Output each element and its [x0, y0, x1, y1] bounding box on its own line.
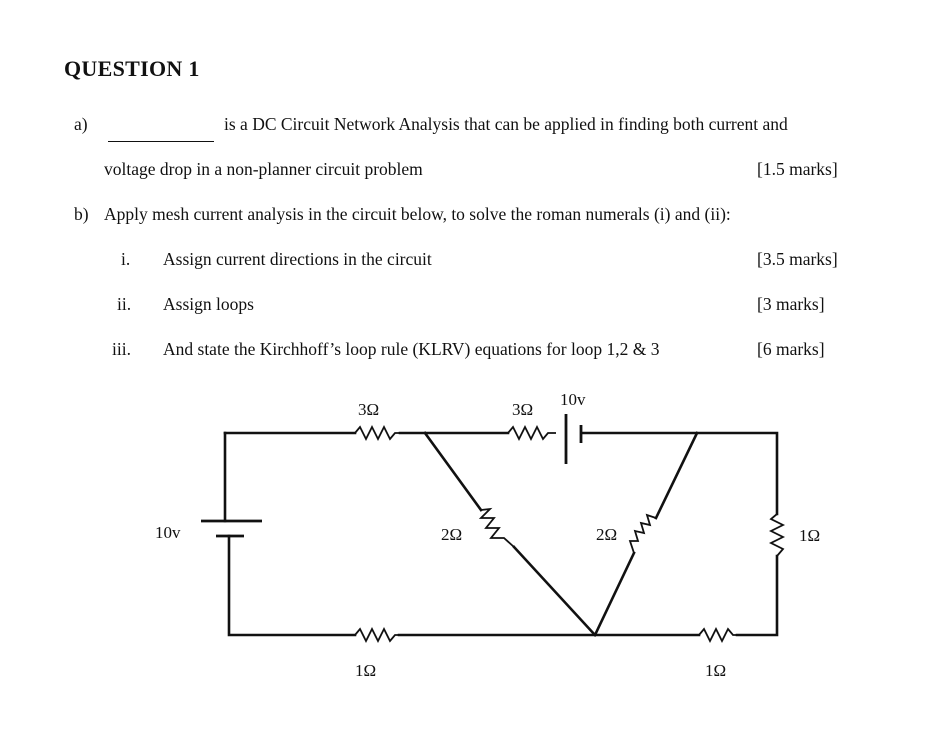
label-resistor-diagonal-right: 2Ω [596, 525, 618, 544]
label-resistor-top-mid: 3Ω [512, 400, 534, 419]
wire-left-lower [229, 536, 355, 635]
label-battery-top: 10v [560, 390, 586, 409]
wire-diagonal-right-upper [656, 433, 697, 518]
label-resistor-top-left: 3Ω [358, 400, 380, 419]
part-a-label: a) [74, 114, 88, 134]
resistor-diagonal-right [630, 515, 656, 553]
wire-diagonal-left-lower [514, 547, 595, 635]
item-marks: [3.5 marks] [757, 249, 838, 269]
part-b-text: Apply mesh current analysis in the circuit below, to solve the roman numerals (i) and (ii): [104, 204, 731, 224]
resistor-bottom-left [355, 629, 399, 641]
part-a-marks: [1.5 marks] [757, 159, 838, 179]
resistor-top-left [355, 427, 400, 439]
resistor-bottom-right [699, 629, 737, 641]
part-a-text-line2: voltage drop in a non-planner circuit problem [104, 159, 423, 179]
label-resistor-diagonal-left: 2Ω [441, 525, 463, 544]
item-text: And state the Kirchhoff’s loop rule (KLRV) equations for loop 1,2 & 3 [163, 339, 660, 359]
item-text: Assign current directions in the circuit [163, 249, 432, 269]
part-b-label: b) [74, 204, 89, 224]
item-numeral: iii. [112, 339, 131, 359]
item-marks: [3 marks] [757, 294, 825, 314]
resistor-diagonal-left [481, 509, 514, 547]
resistor-right [771, 514, 783, 556]
wire-diagonal-right-lower [595, 553, 634, 635]
wire-bottom-right [737, 556, 777, 635]
label-resistor-right: 1Ω [799, 526, 821, 545]
wire-top-right [583, 433, 777, 514]
label-battery-left: 10v [155, 523, 181, 542]
item-text: Assign loops [163, 294, 254, 314]
part-a-text-line1: is a DC Circuit Network Analysis that can be applied in finding both current and [224, 114, 788, 134]
resistor-top-mid [508, 427, 556, 439]
item-marks: [6 marks] [757, 339, 825, 359]
label-resistor-bottom-left: 1Ω [355, 661, 377, 680]
item-numeral: ii. [117, 294, 132, 314]
label-resistor-bottom-right: 1Ω [705, 661, 727, 680]
wire-diagonal-left-upper [425, 433, 481, 510]
question-title: QUESTION 1 [64, 56, 200, 81]
item-numeral: i. [121, 249, 131, 269]
